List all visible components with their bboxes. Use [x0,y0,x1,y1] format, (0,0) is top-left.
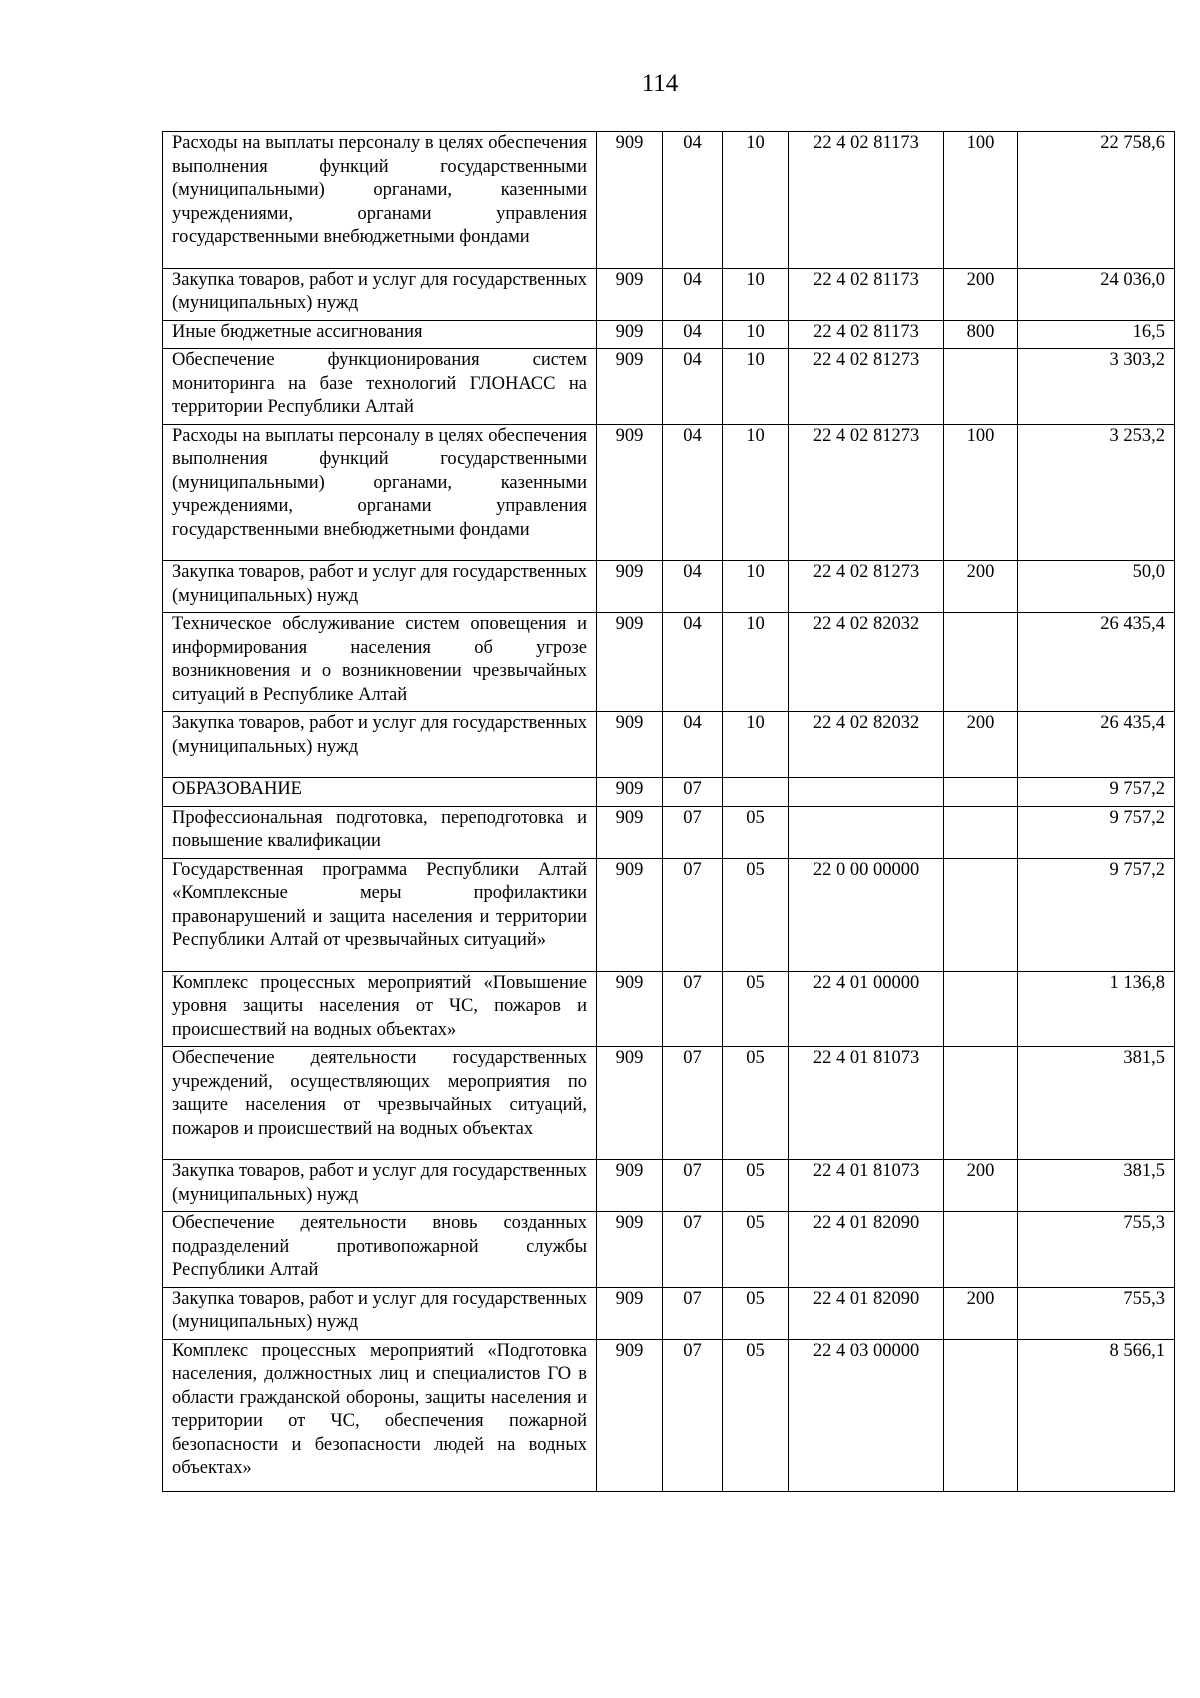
subsection-code-cell: 05 [723,1160,789,1212]
row-name-cell: Комплекс процессных мероприятий «Подготовка населения, должностных лиц и специалистов ГО в области гражданской обороны, защиты населения и территории от ЧС, обеспечения пожарной безопасности и безопасности людей на водных объектах» [163,1339,597,1491]
section-code-cell: 07 [663,971,723,1047]
target-item-cell: 22 4 03 00000 [789,1339,944,1491]
row-name-cell: Профессиональная подготовка, переподготовка и повышение квалификации [163,806,597,858]
budget-table [162,131,1175,1492]
admin-code-cell: 909 [597,778,663,807]
target-item-cell: 22 4 02 81173 [789,268,944,320]
row-name-cell: Комплекс процессных мероприятий «Повышение уровня защиты населения от ЧС, пожаров и происшествий на водных объектах» [163,971,597,1047]
target-item-cell: 22 4 02 81173 [789,132,944,269]
admin-code-cell: 909 [597,613,663,712]
expense-type-cell [944,349,1018,425]
subsection-code-cell: 10 [723,349,789,425]
table-row [163,424,1175,561]
expense-type-cell: 200 [944,712,1018,778]
table-row [163,1212,1175,1288]
expense-type-cell [944,858,1018,971]
table-row [163,1339,1175,1491]
target-item-cell: 22 4 02 82032 [789,712,944,778]
expense-type-cell: 200 [944,561,1018,613]
row-name-cell: Расходы на выплаты персоналу в целях обеспечения выполнения функций государственными (муниципальными) органами, казенными учреждениями, органами управления государственными внебюджетными фондами [163,132,597,269]
section-code-cell: 07 [663,1212,723,1288]
subsection-code-cell: 10 [723,561,789,613]
target-item-cell: 22 4 02 81173 [789,320,944,349]
sum-cell: 9 757,2 [1018,778,1175,807]
row-name-cell: Расходы на выплаты персоналу в целях обеспечения выполнения функций государственными (муниципальными) органами, казенными учреждениями, органами управления государственными внебюджетными фондами [163,424,597,561]
admin-code-cell: 909 [597,712,663,778]
subsection-code-cell: 05 [723,1339,789,1491]
table-row [163,971,1175,1047]
section-code-cell: 07 [663,858,723,971]
table-row [163,778,1175,807]
sum-cell: 9 757,2 [1018,806,1175,858]
expense-type-cell: 200 [944,1287,1018,1339]
row-name-cell: Обеспечение деятельности государственных учреждений, осуществляющих мероприятия по защите населения от чрезвычайных ситуаций, пожаров и происшествий на водных объектах [163,1047,597,1160]
sum-cell: 381,5 [1018,1047,1175,1160]
row-name-cell: Иные бюджетные ассигнования [163,320,597,349]
section-code-cell: 04 [663,561,723,613]
target-item-cell: 22 4 02 81273 [789,561,944,613]
admin-code-cell: 909 [597,971,663,1047]
subsection-code-cell: 10 [723,424,789,561]
admin-code-cell: 909 [597,268,663,320]
target-item-cell: 22 4 01 00000 [789,971,944,1047]
expense-type-cell [944,1339,1018,1491]
section-code-cell: 04 [663,712,723,778]
table-row [163,268,1175,320]
sum-cell: 50,0 [1018,561,1175,613]
sum-cell: 3 253,2 [1018,424,1175,561]
subsection-code-cell: 05 [723,806,789,858]
sum-cell: 755,3 [1018,1212,1175,1288]
expense-type-cell: 100 [944,132,1018,269]
target-item-cell: 22 4 02 81273 [789,349,944,425]
row-name-cell: Обеспечение деятельности вновь созданных подразделений противопожарной службы Республики Алтай [163,1212,597,1288]
expense-type-cell [944,1212,1018,1288]
table-row [163,1160,1175,1212]
admin-code-cell: 909 [597,1047,663,1160]
expense-type-cell [944,806,1018,858]
row-name-cell: Техническое обслуживание систем оповещения и информирования населения об угрозе возникновения и о возникновении чрезвычайных ситуаций в Республике Алтай [163,613,597,712]
expense-type-cell: 200 [944,268,1018,320]
subsection-code-cell: 05 [723,1212,789,1288]
subsection-code-cell: 10 [723,712,789,778]
target-item-cell [789,806,944,858]
expense-type-cell [944,971,1018,1047]
section-code-cell: 04 [663,349,723,425]
admin-code-cell: 909 [597,320,663,349]
row-name-cell: Закупка товаров, работ и услуг для государственных (муниципальных) нужд [163,1160,597,1212]
target-item-cell: 22 4 01 81073 [789,1160,944,1212]
section-code-cell: 07 [663,1160,723,1212]
sum-cell: 26 435,4 [1018,613,1175,712]
target-item-cell: 22 4 01 81073 [789,1047,944,1160]
admin-code-cell: 909 [597,1339,663,1491]
expense-type-cell [944,613,1018,712]
row-name-cell: Закупка товаров, работ и услуг для государственных (муниципальных) нужд [163,268,597,320]
section-code-cell: 04 [663,424,723,561]
section-code-cell: 07 [663,1287,723,1339]
expense-type-cell [944,778,1018,807]
subsection-code-cell: 10 [723,132,789,269]
admin-code-cell: 909 [597,424,663,561]
budget-table-body [163,132,1175,1492]
sum-cell: 16,5 [1018,320,1175,349]
table-row [163,561,1175,613]
page-number: 114 [641,70,679,97]
sum-cell: 9 757,2 [1018,858,1175,971]
row-name-cell: Обеспечение функционирования систем мониторинга на базе технологий ГЛОНАСС на территории Республики Алтай [163,349,597,425]
target-item-cell [789,778,944,807]
admin-code-cell: 909 [597,806,663,858]
table-row [163,858,1175,971]
section-code-cell: 04 [663,613,723,712]
subsection-code-cell: 10 [723,320,789,349]
table-row [163,613,1175,712]
target-item-cell: 22 0 00 00000 [789,858,944,971]
subsection-code-cell: 10 [723,613,789,712]
admin-code-cell: 909 [597,561,663,613]
table-row [163,806,1175,858]
table-row [163,712,1175,778]
subsection-code-cell: 05 [723,1287,789,1339]
section-code-cell: 07 [663,1339,723,1491]
table-row [163,1287,1175,1339]
row-name-cell: Закупка товаров, работ и услуг для государственных (муниципальных) нужд [163,561,597,613]
target-item-cell: 22 4 02 81273 [789,424,944,561]
section-code-cell: 04 [663,268,723,320]
sum-cell: 22 758,6 [1018,132,1175,269]
sum-cell: 8 566,1 [1018,1339,1175,1491]
section-code-cell: 04 [663,132,723,269]
expense-type-cell [944,1047,1018,1160]
table-row [163,320,1175,349]
expense-type-cell: 800 [944,320,1018,349]
expense-type-cell: 200 [944,1160,1018,1212]
table-row [163,1047,1175,1160]
row-name-cell: ОБРАЗОВАНИЕ [163,778,597,807]
admin-code-cell: 909 [597,1160,663,1212]
table-row [163,132,1175,269]
subsection-code-cell: 05 [723,858,789,971]
admin-code-cell: 909 [597,132,663,269]
admin-code-cell: 909 [597,1287,663,1339]
target-item-cell: 22 4 01 82090 [789,1212,944,1288]
sum-cell: 26 435,4 [1018,712,1175,778]
sum-cell: 3 303,2 [1018,349,1175,425]
target-item-cell: 22 4 01 82090 [789,1287,944,1339]
subsection-code-cell: 10 [723,268,789,320]
admin-code-cell: 909 [597,1212,663,1288]
sum-cell: 381,5 [1018,1160,1175,1212]
section-code-cell: 07 [663,778,723,807]
target-item-cell: 22 4 02 82032 [789,613,944,712]
sum-cell: 24 036,0 [1018,268,1175,320]
row-name-cell: Закупка товаров, работ и услуг для государственных (муниципальных) нужд [163,712,597,778]
subsection-code-cell: 05 [723,971,789,1047]
row-name-cell: Государственная программа Республики Алтай «Комплексные меры профилактики правонарушений и защита населения и территории Республики Алтай от чрезвычайных ситуаций» [163,858,597,971]
row-name-cell: Закупка товаров, работ и услуг для государственных (муниципальных) нужд [163,1287,597,1339]
sum-cell: 1 136,8 [1018,971,1175,1047]
sum-cell: 755,3 [1018,1287,1175,1339]
subsection-code-cell [723,778,789,807]
table-row [163,349,1175,425]
section-code-cell: 07 [663,806,723,858]
section-code-cell: 07 [663,1047,723,1160]
admin-code-cell: 909 [597,858,663,971]
admin-code-cell: 909 [597,349,663,425]
section-code-cell: 04 [663,320,723,349]
subsection-code-cell: 05 [723,1047,789,1160]
expense-type-cell: 100 [944,424,1018,561]
